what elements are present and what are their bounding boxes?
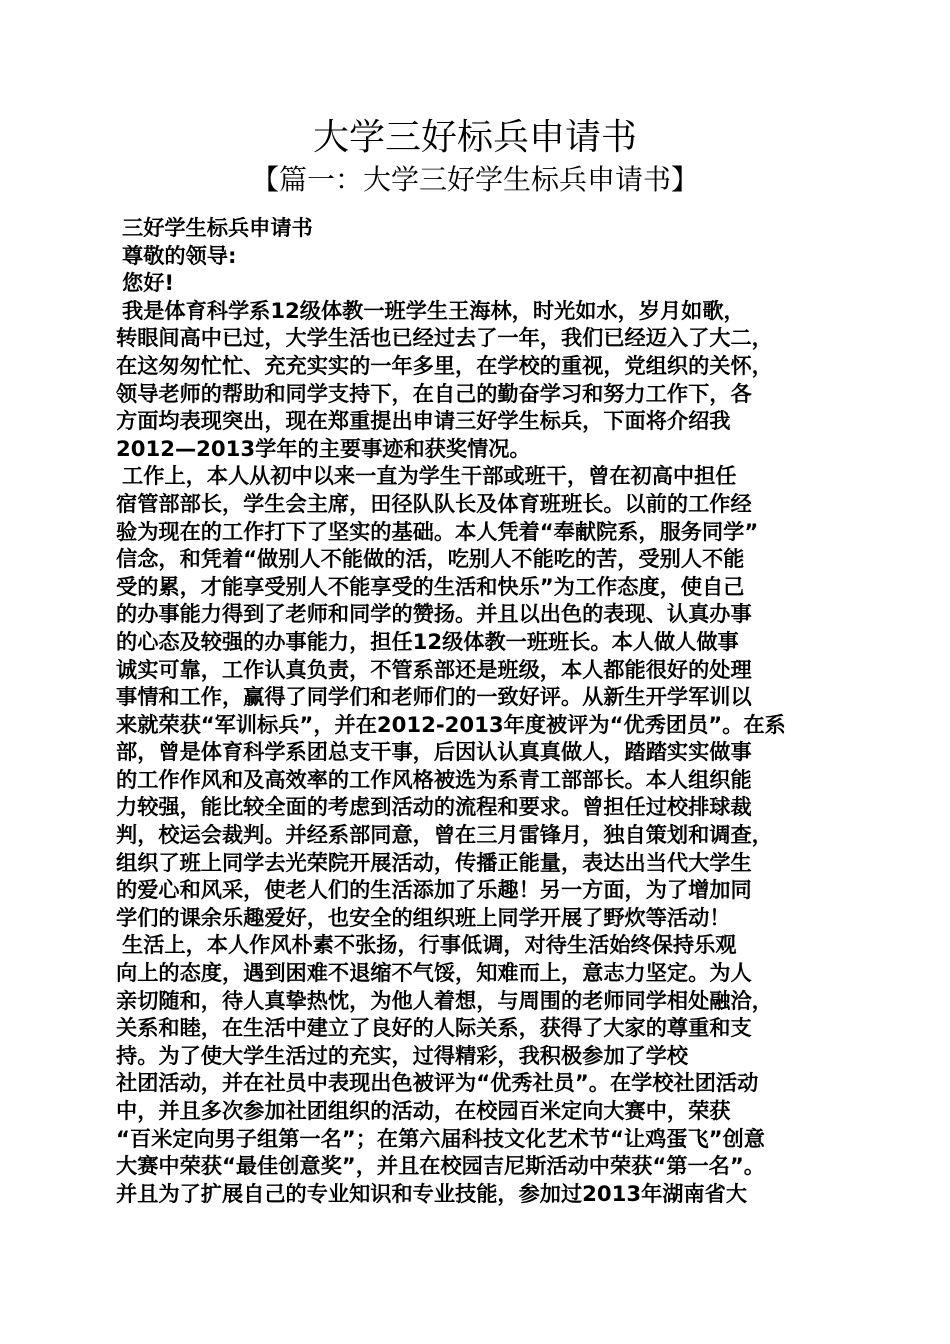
document-subtitle: 【篇一：大学三好学生标兵申请书】	[250, 163, 699, 196]
body-line: 2012—2013学年的主要事迹和获奖情况。	[116, 435, 531, 461]
body-line: 并且为了扩展自己的专业知识和专业技能，参加过2013年湖南省大	[116, 1180, 748, 1206]
body-line: 社团活动，并在社员中表现出色被评为“优秀社员”。在学校社团活动	[116, 1070, 759, 1096]
body-line: 的办事能力得到了老师和同学的赞扬。并且以出色的表现、认真办事	[116, 601, 752, 627]
body-line: 判，校运会裁判。并经系部同意，曾在三月雷锋月，独自策划和调查，	[116, 822, 773, 848]
body-line: 亲切随和，待人真挚热忱，为他人着想，与周围的老师同学相处融洽，	[116, 987, 773, 1013]
body-line: 在这匆匆忙忙、充充实实的一年多里，在学校的重视，党组织的关怀，	[116, 352, 773, 378]
letter-heading: 三好学生标兵申请书	[122, 215, 313, 240]
body-line: 事情和工作，赢得了同学们和老师们的一致好评。从新生开学军训以	[116, 684, 752, 710]
body-line: 中，并且多次参加社团组织的活动，在校园百米定向大赛中，荣获	[116, 1098, 731, 1123]
body-line: 关系和睦，在生活中建立了良好的人际关系，获得了大家的尊重和支	[116, 1015, 752, 1041]
body-line: “百米定向男子组第一名”；在第六届科技文化艺术节“让鸡蛋飞”创意	[116, 1125, 765, 1151]
body-line: 学们的课余乐趣爱好，也安全的组织班上同学开展了野炊等活动！	[116, 904, 731, 930]
body-line: 诚实可靠，工作认真负责，不管系部还是班级，本人都能很好的处理	[116, 656, 752, 682]
body-line: 持。为了使大学生活过的充实，过得精彩，我积极参加了学校	[116, 1042, 689, 1068]
document-title: 大学三好标兵申请书	[312, 117, 637, 158]
body-line: 力较强，能比较全面的考虑到活动的流程和要求。曾担任过校排球裁	[116, 794, 752, 820]
body-line: 方面均表现突出，现在郑重提出申请三好学生标兵，下面将介绍我	[116, 408, 731, 434]
body-line: 受的累，才能享受别人不能享受的生活和快乐”为工作态度，使自己	[116, 573, 745, 599]
body-line: 向上的态度，遇到困难不退缩不气馁，知难而上，意志力坚定。为人	[116, 960, 752, 986]
document-body	[116, 214, 846, 1207]
body-line: 部，曾是体育科学系团总支干事，后因认认真真做人，踏踏实实做事	[116, 739, 752, 765]
body-line: 的心态及较强的办事能力，担任12级体教一班班长。本人做人做事	[116, 628, 739, 654]
body-line: 我是体育科学系12级体教一班学生王海林，时光如水，岁月如歌，	[122, 297, 745, 323]
body-line: 宿管部部长，学生会主席，田径队队长及体育班班长。以前的工作经	[116, 490, 752, 516]
body-line: 信念，和凭着“做别人不能做的活，吃别人不能吃的苦，受别人不能	[116, 546, 745, 572]
body-line: 的爱心和风采，使老人们的生活添加了乐趣！另一方面，为了增加同	[116, 877, 752, 903]
body-line: 生活上，本人作风朴素不张扬，行事低调，对待生活始终保持乐观	[122, 932, 737, 958]
body-line: 的工作作风和及高效率的工作风格被选为系青工部部长。本人组织能	[116, 766, 752, 792]
body-line: 领导老师的帮助和同学支持下，在自己的勤奋学习和努力工作下，各	[116, 380, 752, 406]
body-line: 大赛中荣获“最佳创意奖”，并且在校园吉尼斯活动中荣获“第一名”。	[116, 1153, 765, 1179]
letter-salutation: 尊敬的领导:	[122, 242, 237, 268]
body-line: 工作上，本人从初中以来一直为学生干部或班干，曾在初高中担任	[122, 463, 737, 489]
body-line: 转眼间高中已过，大学生活也已经过去了一年，我们已经迈入了大二，	[116, 325, 773, 351]
letter-greeting: 您好!	[122, 270, 175, 296]
body-line: 来就荣获“军训标兵”，并在2012-2013年度被评为“优秀团员”。在系	[116, 711, 786, 737]
body-line: 组织了班上同学去光荣院开展活动，传播正能量，表达出当代大学生	[116, 849, 752, 875]
body-line: 验为现在的工作打下了坚实的基础。本人凭着“奉献院系，服务同学”	[116, 518, 759, 544]
